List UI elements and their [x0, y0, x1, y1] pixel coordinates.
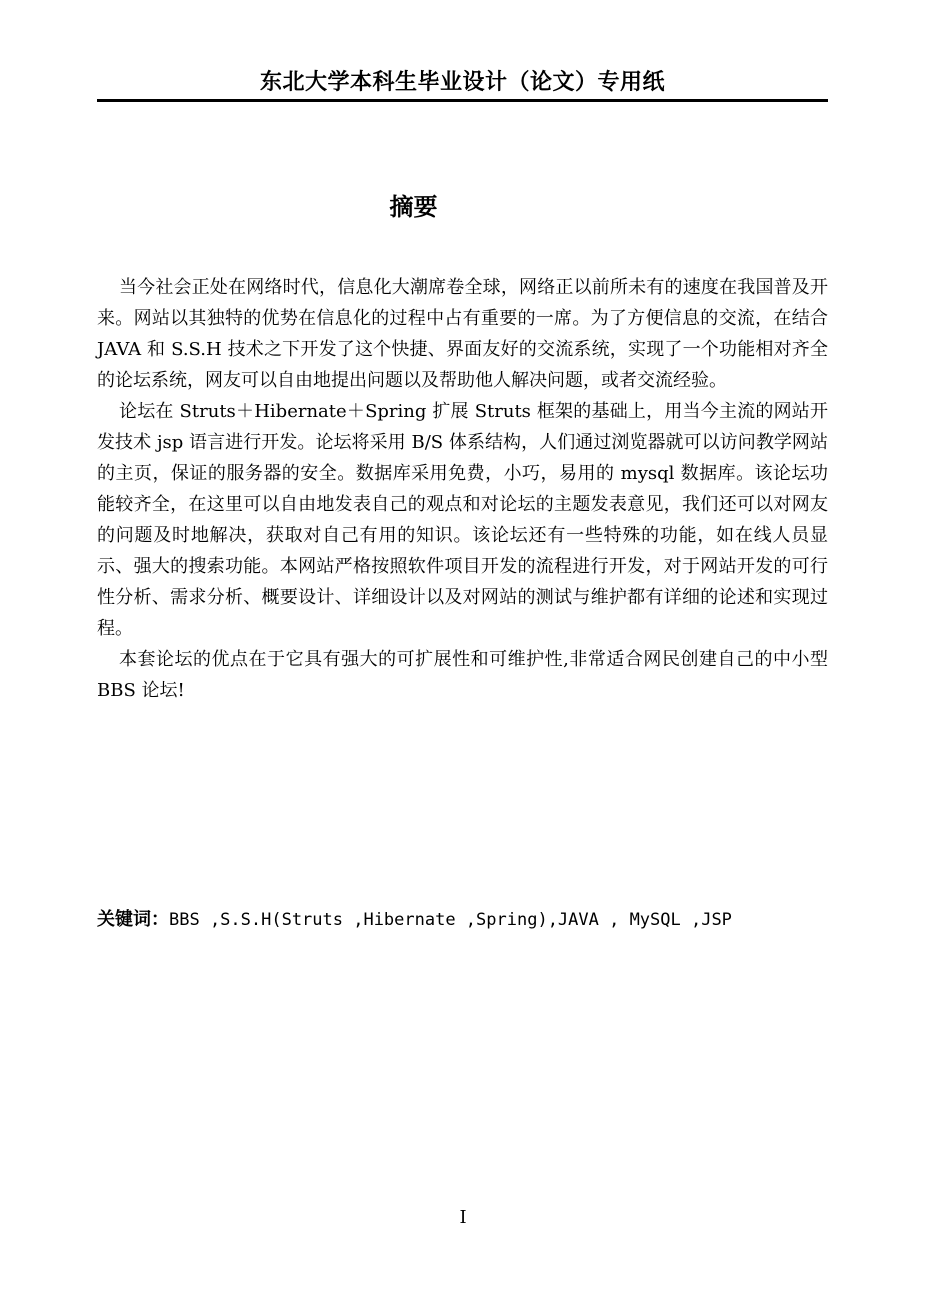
page-number: I — [459, 1207, 467, 1228]
keywords-label: 关键词： — [97, 909, 169, 930]
page-header-title: 东北大学本科生毕业设计（论文）专用纸 — [259, 70, 665, 95]
abstract-paragraph-3: 本套论坛的优点在于它具有强大的可扩展性和可维护性,非常适合网民创建自己的中小型 BBS 论坛! — [97, 649, 828, 701]
abstract-body — [97, 272, 828, 706]
abstract-paragraph-2: 论坛在 Struts＋Hibernate＋Spring 扩展 Struts 框架的基础上，用当今主流的网站开发技术 jsp 语言进行开发。论坛将采用 B/S 体系结构，人们通过浏览器就可以访问教学网站的主页，保证的服务器的安全。数据库采用免费，小巧，易用的 mysql 数据库。该论坛功能较齐全，在这里可以自由地发表自己的观点和对论坛的主题发表意见，我们还可以对网友的问题及时地解决，获取对自己有用的知识。该论坛还有一些特殊的功能，如在线人员显示、强大的搜索功能。本网站严格按照软件项目开发的流程进行开发，对于网站开发的可行性分析、需求分析、概要设计、详细设计以及对网站的测试与维护都有详细的论述和实现过程。 — [97, 401, 828, 639]
keywords-value: BBS ,S.S.H(Struts ,Hibernate ,Spring),JAVA , MySQL ,JSP — [169, 910, 732, 930]
keywords-line — [97, 904, 828, 936]
abstract-title: 摘要 — [389, 193, 438, 221]
header-divider — [97, 99, 828, 102]
abstract-paragraph-1: 当今社会正处在网络时代，信息化大潮席卷全球，网络正以前所未有的速度在我国普及开来。网站以其独特的优势在信息化的过程中占有重要的一席。为了方便信息的交流，在结合 JAVA 和 S.S.H 技术之下开发了这个快捷、界面友好的交流系统，实现了一个功能相对齐全的论坛系统，网友可以自由地提出问题以及帮助他人解决问题，或者交流经验。 — [97, 277, 828, 391]
